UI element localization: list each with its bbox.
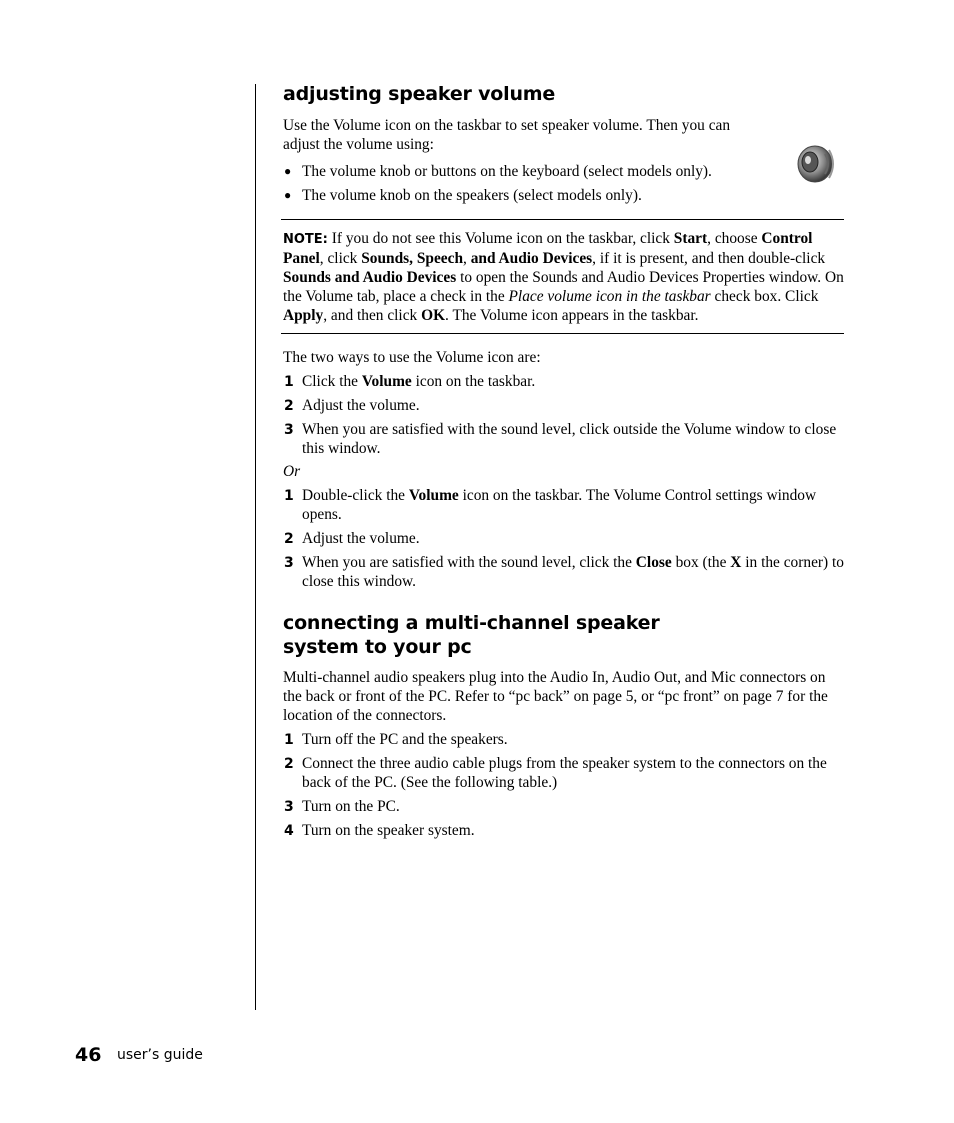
step-item: 2 Connect the three audio cable plugs from the speaker system to the connectors on the back of the PC. (See the following table.) [284, 755, 827, 791]
step-item: 2 Adjust the volume. [284, 397, 420, 414]
step-item: 1 Turn off the PC and the speakers. [284, 731, 508, 748]
page-content [283, 82, 845, 840]
step-item: 3 When you are satisfied with the sound level, click outside the Volume window to close this window. [284, 421, 837, 457]
step-item: 2 Adjust the volume. [284, 530, 420, 547]
section-title-speaker-volume: adjusting speaker volume [283, 83, 556, 105]
note-box [281, 219, 844, 334]
multichannel-intro: Multi-channel audio speakers plug into the Audio In, Audio Out, and Mic connectors on the back or front of the PC. Refer to “pc back” on page 5, or “pc front” on page 7 for the location of the connectors. [283, 669, 828, 724]
step-item: 1 Click the Volume icon on the taskbar. [284, 373, 536, 390]
note-text: NOTE: If you do not see this Volume icon on the taskbar, click Start, choose Control Panel, click Sounds, Speech, and Audio Devices, if it is present, and then double-click Sounds and Audio Devices to open the Sounds and Audio Devices Properties window. On the Volume tab, place a check in the Place volume icon in the taskbar check box. Click Apply, and then click OK. The Volume icon appears in the taskbar. [283, 230, 844, 324]
bullet-list [283, 162, 845, 205]
list-item: ● The volume knob on the speakers (select models only). [284, 187, 642, 204]
or-label: Or [283, 463, 301, 480]
page-number: 46 [75, 1044, 102, 1066]
step-item: 4 Turn on the speaker system. [284, 822, 475, 839]
intro-block [283, 116, 845, 154]
intro-paragraph: Use the Volume icon on the taskbar to set speaker volume. Then you can adjust the volume using: [283, 117, 731, 153]
ways-intro: The two ways to use the Volume icon are: [283, 349, 541, 366]
list-item: ● The volume knob or buttons on the keyboard (select models only). [284, 163, 712, 180]
note-label: NOTE: [283, 232, 328, 247]
steps-list-2 [283, 486, 845, 591]
section-title-multichannel: connecting a multi-channel speaker system to your pc [283, 612, 660, 658]
step-item: 3 When you are satisfied with the sound level, click the Close box (the X in the corner) to close this window. [284, 554, 844, 590]
step-item: 1 Double-click the Volume icon on the taskbar. The Volume Control settings window opens. [284, 487, 817, 523]
steps-list-1 [283, 372, 845, 458]
steps-list-3 [283, 730, 845, 840]
footer-label: user’s guide [117, 1047, 203, 1063]
margin-rule [255, 84, 256, 1010]
step-item: 3 Turn on the PC. [284, 798, 400, 815]
